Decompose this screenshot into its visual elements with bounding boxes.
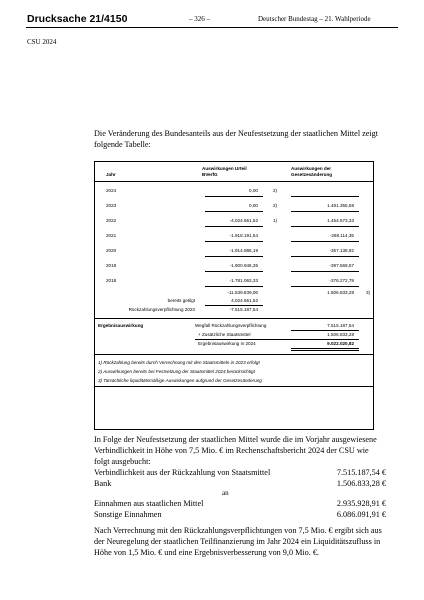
- rueckzahlung-label: Rückzahlungsverpflichtung 2023: [128, 307, 195, 312]
- financial-table: [94, 161, 374, 430]
- table-rule: [95, 354, 373, 355]
- footnote-2: 2) Auswirkungen bereits bei Festsetzung der Staatsmittel 2024 berücksichtigt: [98, 369, 255, 374]
- booking-value-2: 1.506.833,28 €: [336, 479, 386, 488]
- footnote-3: 3) Tatsächliche liquiditätsmäßige Auswirkungen aufgrund der Gesetzesänderung: [98, 378, 262, 383]
- row-gesetz: -376.272,79: [329, 278, 354, 283]
- document-number: Drucksache 21/4150: [27, 13, 128, 25]
- row-gesetz: -397.569,57: [329, 263, 354, 268]
- row-note: 2): [273, 203, 278, 208]
- booking-label-1: Verbindlichkeit aus der Rückzahlung von Staatsmittel: [94, 468, 271, 477]
- sum-urteil: -11.539.839,06: [227, 290, 258, 295]
- zusaetzliche-label: + Zusätzliche Staatsmittel: [198, 332, 251, 337]
- institution-label: Deutscher Bundestag – 21. Wahlperiode: [258, 15, 371, 23]
- column-header-year: Jahr: [106, 172, 116, 177]
- row-year: 2019: [106, 263, 117, 268]
- booking-label-4: Sonstige Einnahmen: [94, 510, 162, 519]
- page-number: – 326 –: [189, 15, 210, 23]
- paragraph-ergebnis: Nach Verrechnung mit den Rückzahlungsverpflichtungen von 7,5 Mio. € ergibt sich aus der Neuregelung der staatlichen Teilfinanzierung im Jahr 2024 ein Liquiditätszufluss in Höhe von 1,5 Mio. € und eine Ergebnisverbesserung von 9,0 Mio. €.: [94, 526, 382, 557]
- table-rule: [95, 386, 373, 387]
- booking-an: an: [222, 489, 229, 497]
- booking-label-3: Einnahmen aus staatlichen Mittel: [94, 499, 204, 508]
- zusaetzliche-value: 1.506.833,28: [327, 332, 354, 337]
- booking-value-4: 6.086.091,91 €: [336, 510, 386, 519]
- booking-label-2: Bank: [94, 479, 112, 488]
- paragraph-ausbuchung: In Folge der Neufestsetzung der staatlichen Mittel wurde die im Vorjahr ausgewiesene Verbindlichkeit in Höhe von 7,5 Mio. € im Rechenschaftsbericht 2024 der CSU wie folgt ausgebucht:: [94, 435, 377, 466]
- booking-value-3: 2.935.928,91 €: [336, 499, 386, 508]
- row-gesetz: 1.454.573,33: [327, 218, 354, 223]
- row-note: 2): [273, 188, 278, 193]
- booking-value-1: 7.515.187,54 €: [336, 468, 386, 477]
- row-year: 2023: [106, 203, 117, 208]
- section-label: CSU 2024: [27, 38, 57, 46]
- row-gesetz: -298.114,35: [329, 233, 354, 238]
- row-urteil: 0,00: [249, 188, 258, 193]
- ergebnis-2024-value: 9.022.020,82: [327, 341, 354, 346]
- sum-gesetz: 1.506.833,28: [327, 290, 354, 295]
- row-urteil: -1.918.191,54: [229, 233, 258, 238]
- row-urteil: -4.024.651,52: [229, 218, 258, 223]
- row-year: 2020: [106, 248, 117, 253]
- ergebnis-2024-label: Ergebnisauswirkung in 2024: [198, 341, 256, 346]
- wegfall-label: Wegfall Rückzahlungsverpflichtung: [195, 323, 267, 328]
- row-year: 2022: [106, 218, 117, 223]
- row-urteil: -1.900.946,35: [229, 263, 258, 268]
- row-urteil: -1.914.986,19: [229, 248, 258, 253]
- sum-note: 3): [366, 290, 371, 295]
- table-rule: [95, 318, 373, 319]
- footnote-1: 1) Rückzahlung bereits durch Verrechnung mit den Staatsmitteln in 2023 erfolgt: [98, 360, 260, 365]
- row-gesetz: 1.481.355,58: [327, 203, 354, 208]
- ergebnis-label: Ergebnisauswirkung: [98, 323, 144, 328]
- header-divider: [26, 27, 398, 28]
- row-year: 2024: [106, 188, 117, 193]
- row-gesetz: -357.138,92: [329, 248, 354, 253]
- column-header-gesetz: Auswirkungen der Gesetzesänderung: [291, 166, 333, 177]
- row-urteil: -1.781.063,33: [229, 278, 258, 283]
- column-header-urteil: Auswirkungen Urteil BVerfG: [202, 166, 247, 177]
- row-year: 2021: [106, 233, 117, 238]
- bereits-getilgt-label: bereits getilgt: [167, 298, 195, 303]
- wegfall-value: 7.515.187,54: [327, 323, 354, 328]
- row-urteil: 0,00: [249, 203, 258, 208]
- intro-paragraph: Die Veränderung des Bundesanteils aus der Neufestsetzung der staatlichen Mittel zeigt folgende Tabelle:: [94, 129, 379, 149]
- row-note: 1): [273, 218, 278, 223]
- rueckzahlung-value: -7.515.187,54: [229, 307, 258, 312]
- header-rule: [95, 181, 373, 182]
- row-year: 2018: [106, 278, 117, 283]
- bereits-getilgt-value: 4.024.651,52: [231, 298, 258, 303]
